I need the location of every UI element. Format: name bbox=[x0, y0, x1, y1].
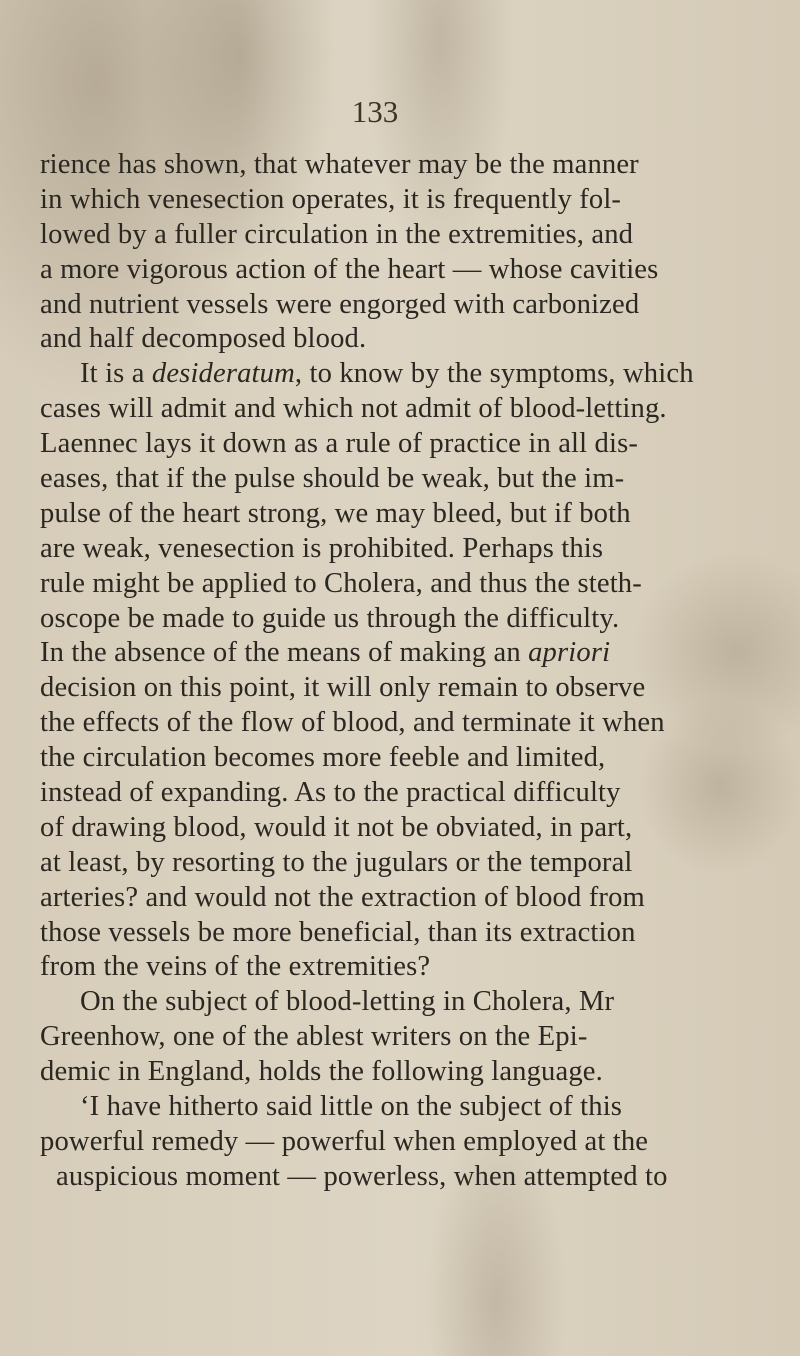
page-number: 133 bbox=[351, 94, 399, 129]
text-segment: It is a bbox=[80, 358, 152, 390]
text-line: instead of expanding. As to the practical difficulty bbox=[40, 777, 621, 809]
text-line: Greenhow, one of the ablest writers on the Epi- bbox=[40, 1021, 588, 1053]
italic-term: apriori bbox=[528, 637, 611, 669]
text-line: rience has shown, that whatever may be the manner bbox=[40, 149, 639, 180]
text-line: demic in England, holds the following language. bbox=[40, 1056, 603, 1088]
text-line: at least, by resorting to the jugulars or the temporal bbox=[40, 846, 633, 878]
text-line: a more vigorous action of the heart — whose cavities bbox=[40, 253, 659, 285]
text-line: On the subject of blood-letting in Cholera, Mr bbox=[80, 986, 615, 1018]
text-line: rule might be applied to Cholera, and thus the steth- bbox=[40, 567, 642, 599]
text-line: decision on this point, it will only remain to observe bbox=[40, 672, 646, 704]
body-text bbox=[40, 148, 760, 1195]
text-line: Laennec lays it down as a rule of practice in all dis- bbox=[40, 428, 639, 460]
text-line: the circulation becomes more feeble and limited, bbox=[40, 742, 606, 774]
text-line: are weak, venesection is prohibited. Perhaps this bbox=[40, 532, 604, 564]
text-line: auspicious moment — powerless, when attempted to bbox=[56, 1160, 668, 1192]
text-line: in which venesection operates, it is frequently fol- bbox=[40, 183, 622, 215]
text-line: oscope be made to guide us through the difficulty. bbox=[40, 602, 620, 634]
text-segment: In the absence of the means of making an bbox=[40, 637, 529, 669]
text-line: and half decomposed blood. bbox=[40, 323, 367, 355]
italic-term: desideratum bbox=[151, 358, 295, 390]
text-line: eases, that if the pulse should be weak, but the im- bbox=[40, 463, 625, 495]
text-line: of drawing blood, would it not be obviated, in part, bbox=[40, 811, 633, 843]
text-line: cases will admit and which not admit of blood-letting. bbox=[40, 393, 667, 425]
text-line bbox=[40, 636, 760, 671]
text-line: lowed by a fuller circulation in the extremities, and bbox=[40, 218, 634, 250]
text-line: and nutrient vessels were engorged with carbonized bbox=[40, 288, 640, 320]
text-line: from the veins of the extremities? bbox=[40, 951, 431, 983]
text-line: pulse of the heart strong, we may bleed, but if both bbox=[40, 497, 631, 529]
text-line: arteries? and would not the extraction of blood from bbox=[40, 881, 645, 913]
text-line: powerful remedy — powerful when employed at the bbox=[40, 1125, 649, 1157]
text-line: ‘I have hitherto said little on the subject of this bbox=[80, 1091, 623, 1123]
text-segment: , to know by the symptoms, which bbox=[294, 358, 694, 390]
text-line: those vessels be more beneficial, than its extraction bbox=[40, 916, 636, 948]
text-line bbox=[40, 357, 760, 392]
text-line: the effects of the flow of blood, and terminate it when bbox=[40, 707, 665, 739]
